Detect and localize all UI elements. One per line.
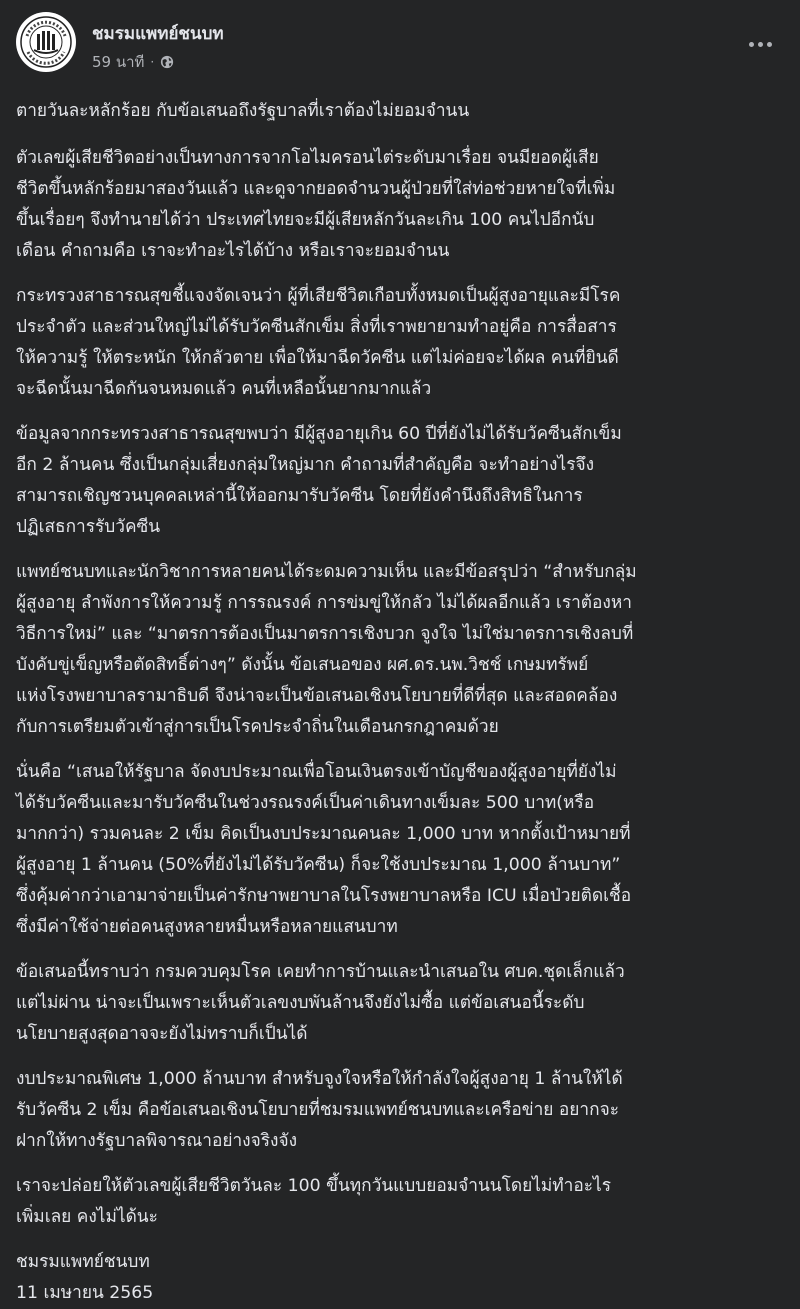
page-avatar[interactable] [16, 12, 76, 72]
signature-name: ชมรมแพทย์ชนบท [16, 1252, 150, 1272]
post-body [16, 96, 790, 1309]
meta-separator: · [150, 55, 155, 69]
post-paragraph: แพทย์ชนบทและนักวิชาการหลายคนได้ระดมความเห็น และมีข้อสรุปว่า “สำหรับกลุ่ม ผู้สูงอายุ ลำพังการให้ความรู้ การรณรงค์ การข่มขู่ให้กลัว ไม่ได้ผลอีกแล้ว เราต้องหา วิธีการใหม่” และ “มาตรการต้องเป็นมาตรการเชิงบวก จูงใจ ไม่ใช่มาตรการเชิงลบที่ บังคับขู่เข็ญหรือตัดสิทธิ์ต่างๆ” ดังนั้น ข้อเสนอของ ผศ.ดร.นพ.วิชช์ เกษมทรัพย์ แห่งโรงพยาบาลรามาธิบดี จึงน่าจะเป็นข้อเสนอเชิงนโยบายที่ดีที่สุด และสอดคล้อง กับการเตรียมตัวเข้าสู่การเป็นโรคประจำถิ่นในเดือนกรกฎาคมด้วย [16, 562, 637, 737]
post-meta [92, 52, 174, 72]
post-paragraph: งบประมาณพิเศษ 1,000 ล้านบาท สำหรับจูงใจหรือให้กำลังใจผู้สูงอายุ 1 ล้านให้ได้ รับวัคซีน 2 เข็ม คือข้อเสนอเชิงนโยบายที่ชมรมแพทย์ชนบทและเครือข่าย อยากจะ ฝากให้ทางรัฐบาลพิจารณาอย่างจริงจัง [16, 1069, 623, 1151]
signature-date: 11 เมษายน 2565 [16, 1283, 154, 1303]
more-options-icon[interactable] [740, 32, 780, 56]
globe-icon[interactable] [160, 55, 174, 69]
post-header [16, 12, 784, 72]
post-paragraph: เราจะปล่อยให้ตัวเลขผู้เสียชีวิตวันละ 100 ขึ้นทุกวันแบบยอมจำนนโดยไม่ทำอะไร เพิ่มเลย คงไม่ได้นะ [16, 1176, 612, 1227]
post-paragraph: ข้อมูลจากกระทรวงสาธารณสุขพบว่า มีผู้สูงอายุเกิน 60 ปีที่ยังไม่ได้รับวัคซีนสักเข็ม อีก 2 ล้านคน ซึ่งเป็นกลุ่มเสี่ยงกลุ่มใหญ่มาก คำถามที่สำคัญคือ จะทำอย่างไรจึง สามารถเชิญชวนบุคคลเหล่านี้ให้ออกมารับวัคซีน โดยที่ยังคำนึงถึงสิทธิในการ ปฏิเสธการรับวัคซีน [16, 424, 622, 537]
post-paragraph: กระทรวงสาธารณสุขชี้แจงจัดเจนว่า ผู้ที่เสียชีวิตเกือบทั้งหมดเป็นผู้สูงอายุและมีโรค ประจำตัว และส่วนใหญ่ไม่ได้รับวัคซีนสักเข็ม สิ่งที่เราพยายามทำอยู่คือ การสื่อสาร ให้ความรู้ ให้ตระหนัก ให้กลัวตาย เพื่อให้มาฉีดวัคซีน แต่ไม่ค่อยจะได้ผล คนที่ยินดี จะฉีดนั้นมาฉีดกันจนหมดแล้ว คนที่เหลือนั้นยากมากแล้ว [16, 286, 621, 399]
post-timestamp[interactable]: 59 นาที [92, 53, 145, 71]
rural-doctor-logo-icon [16, 12, 76, 72]
post-paragraph: ตัวเลขผู้เสียชีวิตอย่างเป็นทางการจากโอไมครอนไต่ระดับมาเรื่อย จนมียอดผู้เสีย ชีวิตขึ้นหลักร้อยมาสองวันแล้ว และดูจากยอดจำนวนผู้ป่วยที่ใส่ท่อช่วยหายใจที่เพิ่ม ขึ้นเรื่อยๆ จึงทำนายได้ว่า ประเทศไทยจะมีผู้เสียหลักวันละเกิน 100 คนไปอีกนับ เดือน คำถามคือ เราจะทำอะไรได้บ้าง หรือเราจะยอมจำนน [16, 148, 616, 261]
post-paragraph: ข้อเสนอนี้ทราบว่า กรมควบคุมโรค เคยทำการบ้านและนำเสนอใน ศบค.ชุดเล็กแล้ว แต่ไม่ผ่าน น่าจะเป็นเพราะเห็นตัวเลขงบพันล้านจึงยังไม่ซื้อ แต่ข้อเสนอนี้ระดับ นโยบายสูงสุดอาจจะยังไม่ทราบก็เป็นได้ [16, 962, 625, 1044]
post-title: ตายวันละหลักร้อย กับข้อเสนอถึงรัฐบาลที่เราต้องไม่ยอมจำนน [16, 101, 470, 121]
post-signature [16, 1247, 790, 1309]
post-paragraph: นั่นคือ “เสนอให้รัฐบาล จัดงบประมาณเพื่อโอนเงินตรงเข้าบัญชีของผู้สูงอายุที่ยังไม่ ได้รับวัคซีนและมารับวัคซีนในช่วงรณรงค์เป็นค่าเดินทางเข็มละ 500 บาท(หรือ มากกว่า) รวมคนละ 2 เข็ม คิดเป็นงบประมาณคนละ 1,000 บาท หากตั้งเป้าหมายที่ ผู้สูงอายุ 1 ล้านคน (50%ที่ยังไม่ได้รับวัคซีน) ก็จะใช้งบประมาณ 1,000 ล้านบาท” ซึ่งคุ้มค่ากว่าเอามาจ่ายเป็นค่ารักษาพยาบาลในโรงพยาบาลหรือ ICU เมื่อป่วยติดเชื้อ ซึ่งมีค่าใช้จ่ายต่อคนสูงหลายหมื่นหรือหลายแสนบาท [16, 762, 632, 937]
page-name-link[interactable]: ชมรมแพทย์ชนบท [92, 24, 224, 44]
